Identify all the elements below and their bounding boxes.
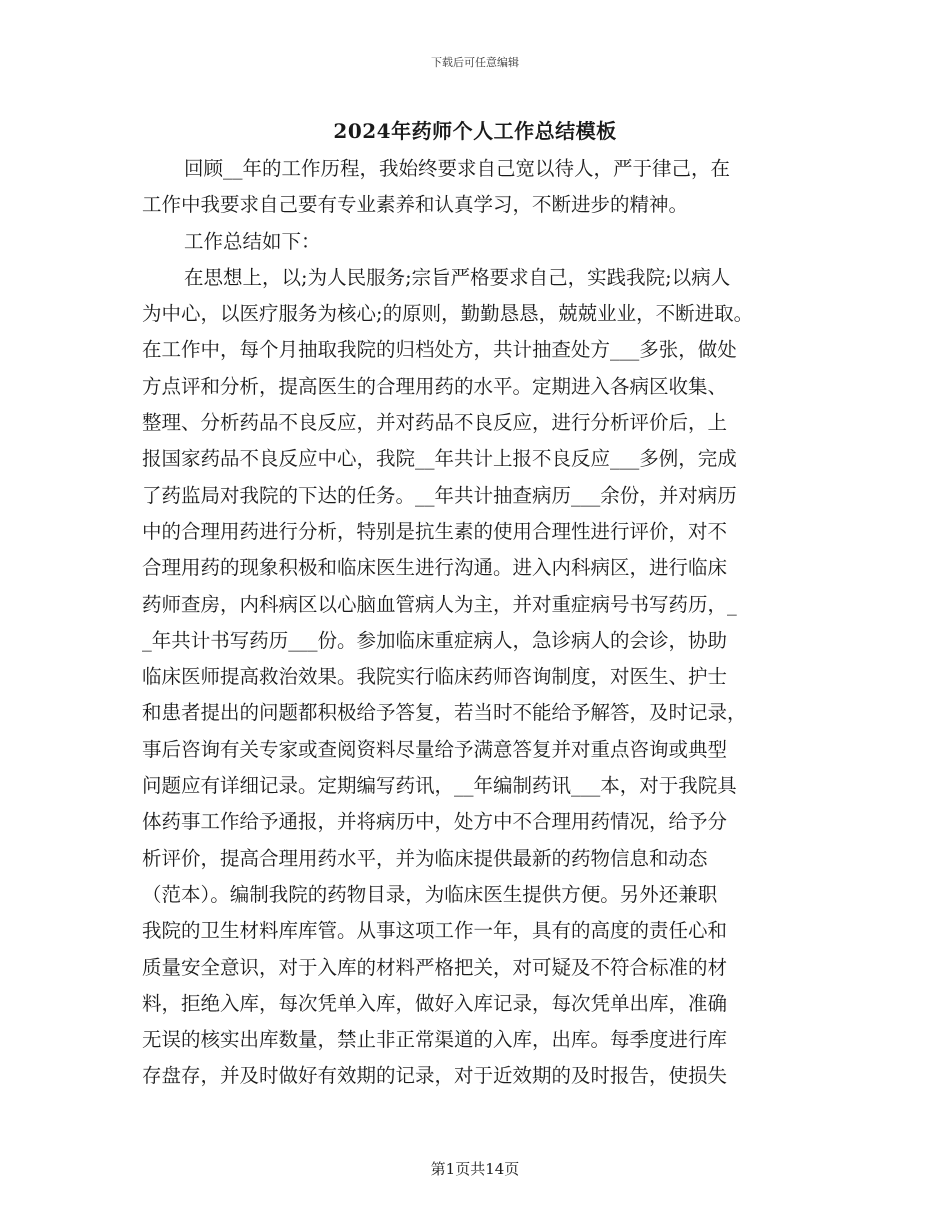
text-line: 质量安全意识，对于入库的材料严格把关，对可疑及不符合标准的材 — [142, 955, 728, 979]
text-line: 中的合理用药进行分析，特别是抗生素的使用合理性进行评价，对不 — [142, 519, 728, 543]
text-line: 体药事工作给予通报，并将病历中，处方中不合理用药情况，给予分 — [142, 810, 728, 834]
text-line: 了药监局对我院的下达的任务。__年共计抽查病历___余份，并对病历 — [142, 483, 737, 507]
text-line: 为中心，以医疗服务为核心;的原则，勤勤恳恳，兢兢业业，不断进取。 — [142, 302, 754, 326]
document-title: 2024年药师个人工作总结模板 — [333, 119, 617, 143]
text-line: 无误的核实出库数量，禁止非正常渠道的入库，出库。每季度进行库 — [142, 1028, 728, 1052]
text-line: 和患者提出的问题都积极给予答复，若当时不能给予解答，及时记录， — [142, 701, 747, 725]
text-line: 回顾__年的工作历程，我始终要求自己宽以待人，严于律己，在 — [184, 157, 731, 180]
text-line: _年共计书写药历___份。参加临床重症病人，急诊病人的会诊，协助 — [142, 628, 728, 652]
text-line: 合理用药的现象积极和临床医生进行沟通。进入内科病区，进行临床 — [142, 556, 728, 580]
text-line: 存盘存，并及时做好有效期的记录，对于近效期的及时报告，使损失 — [142, 1064, 728, 1088]
text-line: 析评价，提高合理用药水平，并为临床提供最新的药物信息和动态 — [142, 846, 708, 870]
text-line: 临床医师提高救治效果。我院实行临床药师咨询制度，对医生、护士 — [142, 665, 728, 689]
text-line: 我院的卫生材料库库管。从事这项工作一年，具有的高度的责任心和 — [142, 919, 728, 943]
body-text — [142, 151, 822, 1095]
text-line: 事后咨询有关专家或查阅资料尽量给予满意答复并对重点咨询或典型 — [142, 737, 728, 761]
text-line: 整理、分析药品不良反应，并对药品不良反应，进行分析评价后，上 — [142, 411, 728, 435]
page-footer: 第1页共14页 — [430, 1160, 520, 1178]
text-line: 在工作中，每个月抽取我院的归档处方，共计抽查处方___多张，做处 — [142, 338, 737, 362]
header-note: 下载后可任意编辑 — [431, 56, 519, 69]
text-line: 药师查房，内科病区以心脑血管病人为主，并对重症病号书写药历，_ — [142, 592, 737, 616]
text-line: 方点评和分析，提高医生的合理用药的水平。定期进入各病区收集、 — [142, 374, 728, 398]
text-line: （范本）。编制我院的药物目录，为临床医生提供方便。另外还兼职 — [142, 882, 718, 906]
text-line: 工作总结如下： — [184, 229, 321, 253]
text-line: 料，拒绝入库，每次凭单入库，做好入库记录，每次凭单出库，准确 — [142, 991, 728, 1015]
text-line: 报国家药品不良反应中心，我院__年共计上报不良反应___多例，完成 — [142, 447, 737, 471]
text-line: 在思想上，以;为人民服务;宗旨严格要求自己，实践我院;以病人 — [184, 265, 731, 289]
text-line: 工作中我要求自己要有专业素养和认真学习，不断进步的精神。 — [142, 193, 689, 217]
text-line: 问题应有详细记录。定期编写药讯，__年编制药讯___本，对于我院具 — [142, 774, 737, 798]
